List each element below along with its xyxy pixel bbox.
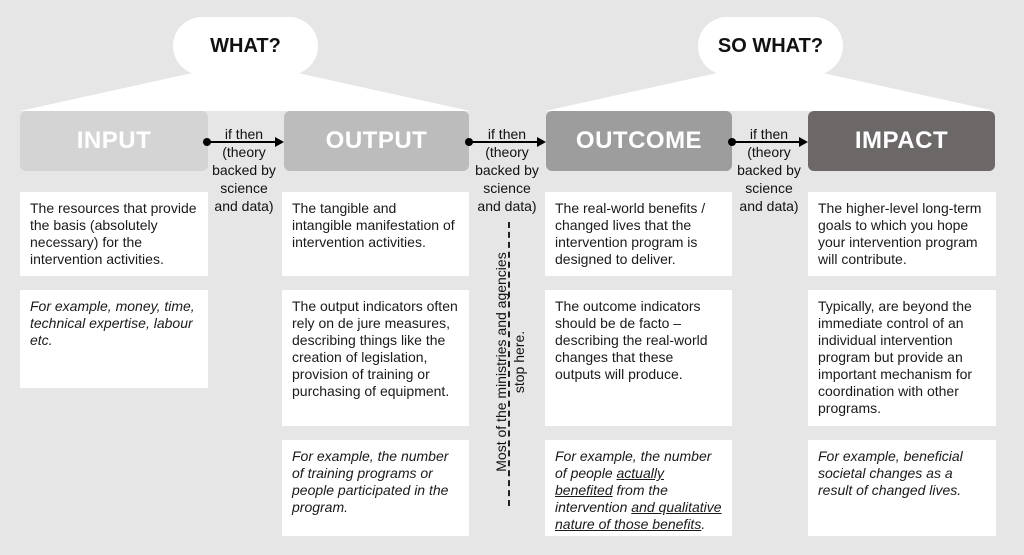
example-input-text: For example, money, time, technical expertise, labour etc. bbox=[30, 298, 195, 348]
connector-line4: science bbox=[745, 180, 793, 196]
so-what-callout bbox=[698, 17, 843, 75]
connector-line3: backed by bbox=[475, 162, 539, 178]
example-outcome-text bbox=[555, 448, 722, 533]
connector-line5: and data) bbox=[477, 198, 537, 214]
stop-here-note bbox=[492, 232, 528, 492]
indicators-outcome bbox=[545, 290, 732, 426]
stage-title-impact: IMPACT bbox=[854, 127, 949, 154]
connector-line2: (theory bbox=[747, 144, 791, 160]
description-impact bbox=[808, 192, 996, 276]
example-outcome-part5: . bbox=[701, 516, 706, 532]
indicators-outcome-text: The outcome indicators should be de facto – describing the real-world changes that these outputs will produce. bbox=[555, 298, 708, 382]
so-what-label: SO WHAT? bbox=[717, 34, 824, 57]
example-outcome-part3: from the intervention bbox=[555, 482, 668, 515]
stage-header-outcome bbox=[546, 111, 732, 171]
connector-line5: and data) bbox=[214, 198, 274, 214]
stop-here-note-line1: Most of the ministries and agencies bbox=[493, 252, 509, 472]
connector-line3: backed by bbox=[737, 162, 801, 178]
indicators-output bbox=[282, 290, 469, 426]
example-output-text: For example, the number of training programs or people participated in the program. bbox=[292, 448, 449, 515]
what-callout bbox=[173, 17, 318, 75]
example-impact-text: For example, beneficial societal changes as a result of changed lives. bbox=[818, 448, 963, 498]
description-outcome bbox=[545, 192, 732, 276]
connector-label-2 bbox=[473, 125, 541, 215]
connector-label-3 bbox=[735, 125, 803, 215]
description-output bbox=[282, 192, 469, 276]
connector-label-1 bbox=[210, 125, 278, 215]
stage-header-impact bbox=[808, 111, 995, 171]
connector-line1: if then bbox=[487, 126, 527, 142]
example-outcome-part1: For example, the number of people bbox=[555, 448, 712, 481]
example-outcome-emphasis-2: and qualitative nature of those benefits bbox=[555, 499, 722, 532]
connector-line1: if then bbox=[224, 126, 264, 142]
stage-title-input: INPUT bbox=[76, 127, 152, 154]
example-output bbox=[282, 440, 469, 536]
connector-line2: (theory bbox=[485, 144, 529, 160]
example-outcome bbox=[545, 440, 732, 536]
connector-line1: if then bbox=[749, 126, 789, 142]
description-outcome-text: The real-world benefits / changed lives that the intervention program is designed to deliver. bbox=[555, 200, 706, 267]
description-impact-text: The higher-level long-term goals to which you hope your intervention program will contribute. bbox=[818, 200, 982, 267]
stage-title-outcome: OUTCOME bbox=[575, 127, 703, 154]
connector-line4: science bbox=[220, 180, 268, 196]
description-input-text: The resources that provide the basis (absolutely necessary) for the intervention activities. bbox=[30, 200, 197, 267]
example-impact bbox=[808, 440, 996, 536]
connector-line3: backed by bbox=[212, 162, 276, 178]
stage-title-output: OUTPUT bbox=[325, 127, 428, 154]
description-input bbox=[20, 192, 208, 276]
indicators-impact-text: Typically, are beyond the immediate control of an individual intervention program but provide an important mechanism for coordination with other programs. bbox=[818, 298, 973, 416]
description-output-text: The tangible and intangible manifestation of intervention activities. bbox=[292, 200, 455, 250]
example-outcome-emphasis-1: actually benefited bbox=[555, 465, 664, 498]
stop-here-note-line2: stop here. bbox=[511, 330, 527, 394]
indicators-impact bbox=[808, 290, 996, 426]
connector-line2: (theory bbox=[222, 144, 266, 160]
stage-header-input bbox=[20, 111, 208, 171]
indicators-output-text: The output indicators often rely on de jure measures, describing things like the creation of legislation, provision of training or purchasing of equipment. bbox=[292, 298, 458, 399]
connector-line5: and data) bbox=[739, 198, 799, 214]
stage-header-output bbox=[284, 111, 469, 171]
example-input bbox=[20, 290, 208, 388]
connector-line4: science bbox=[483, 180, 531, 196]
what-label: WHAT? bbox=[210, 34, 281, 57]
